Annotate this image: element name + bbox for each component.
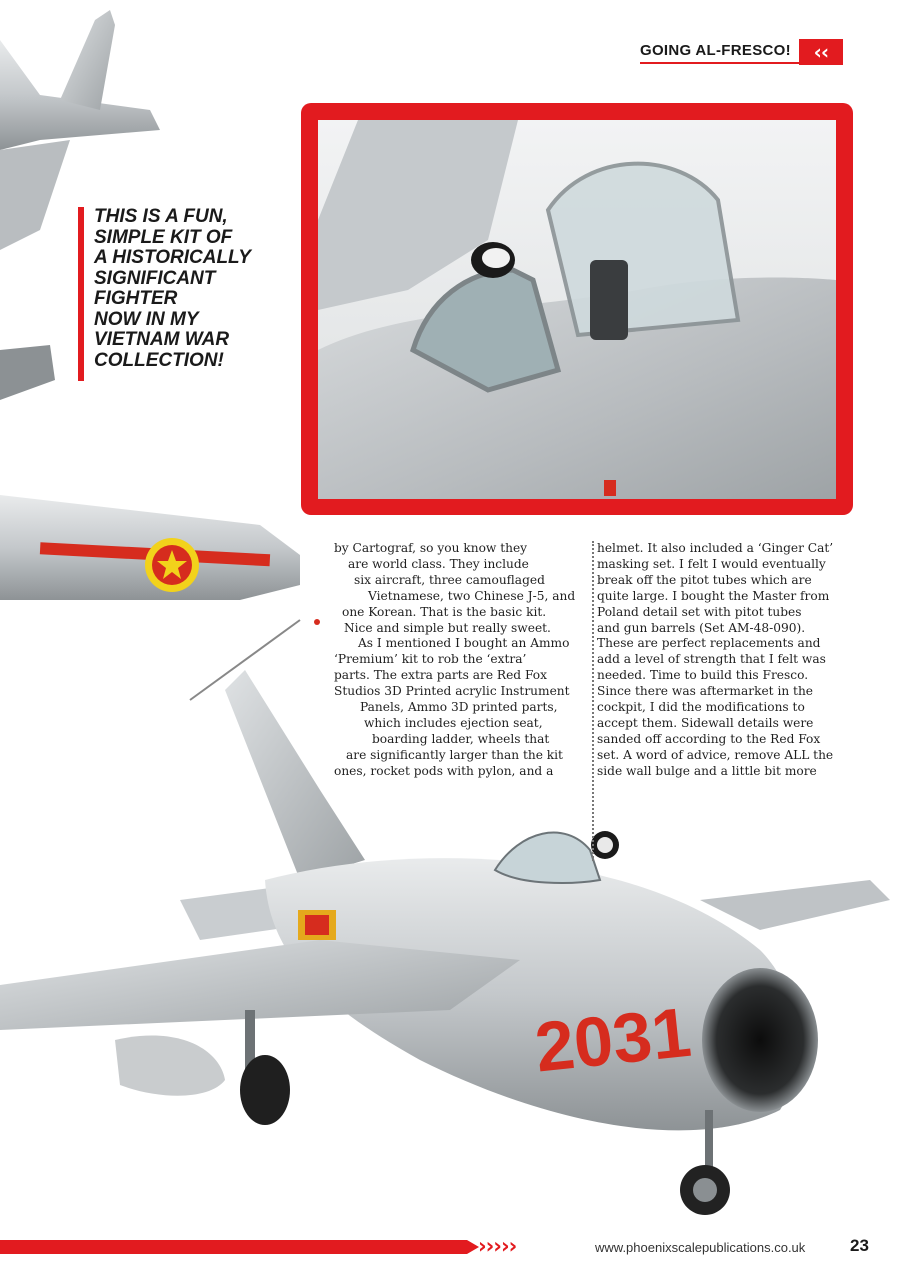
- section-title: GOING AL-FRESCO!: [640, 40, 799, 64]
- text-line: which includes ejection seat,: [364, 715, 543, 730]
- text-line: needed. Time to build this Fresco.: [597, 668, 809, 683]
- text-line: parts. The extra parts are Red Fox: [334, 668, 547, 683]
- chevron-right-icon: ›››››: [478, 1234, 517, 1258]
- text-line: add a level of strength that I felt was: [597, 652, 826, 667]
- page-number: 23: [850, 1236, 869, 1255]
- pull-quote: [78, 207, 299, 381]
- text-line: boarding ladder, wheels that: [372, 731, 550, 746]
- text-line: by Cartograf, so you know they: [334, 541, 528, 555]
- pull-quote-text: THIS IS A FUN, SIMPLE KIT OF A HISTORICALLY SIGNIFICANT FIGHTER NOW IN MY VIETNAM WAR COLLECTION!: [94, 206, 251, 371]
- text-line: cockpit, I did the modifications to: [597, 700, 805, 715]
- publisher-url[interactable]: www.phoenixscalepublications.co.uk: [595, 1240, 806, 1255]
- article-column-left: [334, 541, 574, 780]
- text-line: Nice and simple but really sweet.: [344, 620, 551, 635]
- text-line: quite large. I bought the Master from: [597, 588, 830, 603]
- left-wing-with-roundel: [0, 495, 320, 700]
- text-line: sanded off according to the Red Fox: [597, 731, 821, 746]
- text-line: are significantly larger than the kit: [346, 747, 563, 762]
- text-line: Studios 3D Printed acrylic Instrument: [334, 684, 570, 699]
- text-line: break off the pitot tubes which are: [597, 572, 812, 587]
- text-line: These are perfect replacements and: [597, 636, 821, 651]
- text-line: side wall bulge and a little bit more: [597, 763, 817, 778]
- text-line: helmet. It also included a ‘Ginger Cat’: [597, 541, 834, 555]
- cockpit-photo: [318, 120, 836, 499]
- footer-accent-bar: [0, 1240, 467, 1254]
- text-line: and gun barrels (Set AM-48-090).: [597, 620, 806, 635]
- text-line: accept them. Sidewall details were: [597, 715, 814, 730]
- text-line: set. A word of advice, remove ALL the: [597, 747, 834, 762]
- text-line: ‘Premium’ kit to rob the ‘extra’: [334, 652, 527, 667]
- text-line: Since there was aftermarket in the: [597, 684, 814, 699]
- text-line: masking set. I felt I would eventually: [597, 556, 826, 571]
- article-column-right: [597, 541, 877, 780]
- double-chevron-left-icon[interactable]: ‹‹: [799, 39, 843, 65]
- text-line: one Korean. That is the basic kit.: [342, 604, 547, 619]
- column-divider: [592, 541, 594, 861]
- text-line: six aircraft, three camouflaged: [354, 572, 545, 587]
- text-line: are world class. They include: [348, 556, 529, 571]
- text-line: Vietnamese, two Chinese J-5, and: [368, 588, 576, 603]
- text-line: ones, rocket pods with pylon, and a: [334, 763, 554, 778]
- tail-number: 2031: [531, 992, 695, 1087]
- text-line: As I mentioned I bought an Ammo: [358, 636, 570, 651]
- text-line: Poland detail set with pitot tubes: [597, 604, 802, 619]
- cockpit-photo-frame: [301, 103, 853, 515]
- text-line: Panels, Ammo 3D printed parts,: [360, 700, 558, 715]
